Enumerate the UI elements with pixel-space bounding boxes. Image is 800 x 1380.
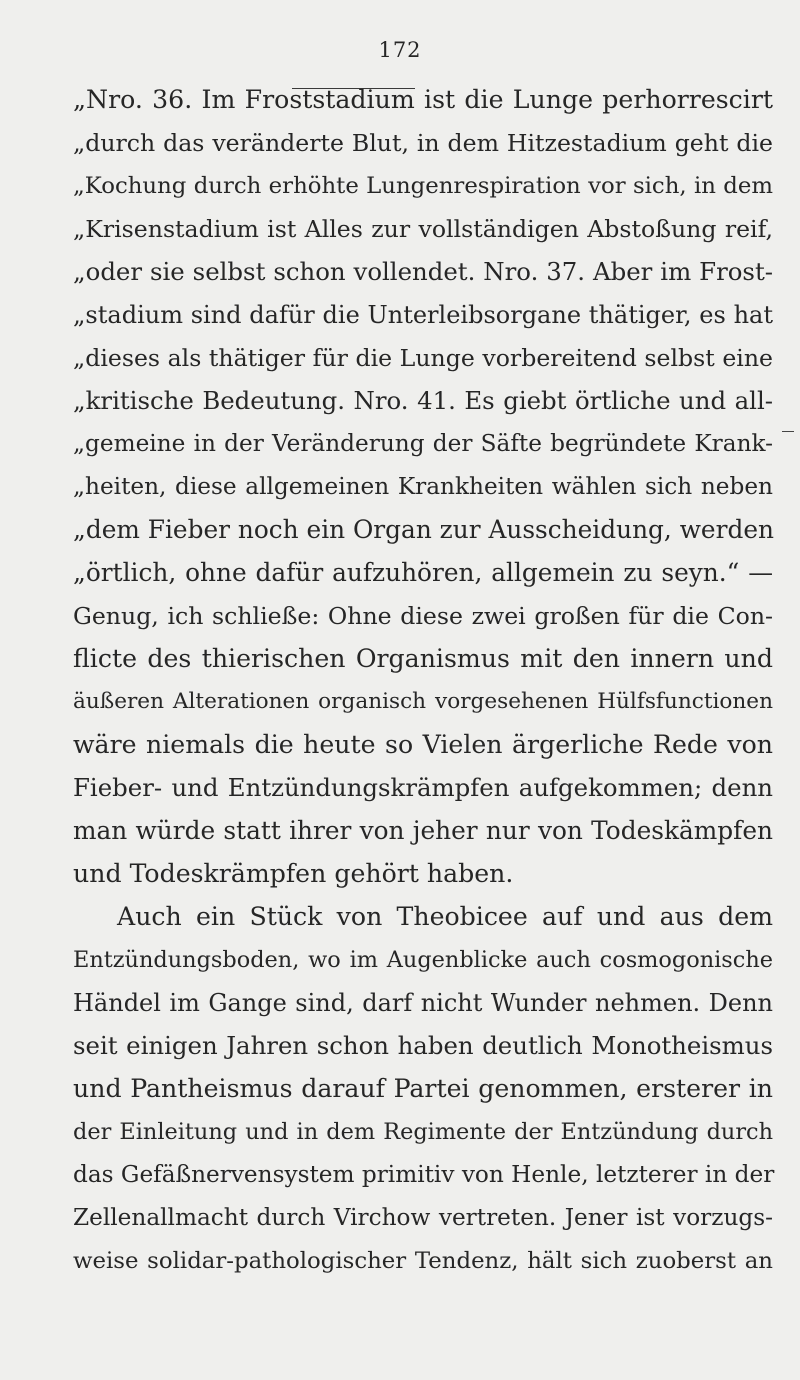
text-line: „Kochung durch erhöhte Lungenrespiration vor sich, in dem (73, 173, 773, 199)
text-line: flicte des thierischen Organismus mit den innern und (73, 644, 773, 673)
text-line: und Pantheismus darauf Partei genommen, ersterer in (73, 1074, 773, 1103)
text-line: der Einleitung und in dem Regimente der Entzündung durch (73, 1119, 773, 1145)
text-line: Genug, ich schließe: Ohne diese zwei großen für die Con- (73, 602, 773, 630)
text-line: „örtlich, ohne dafür aufzuhören, allgemein zu seyn.“ — (73, 558, 773, 587)
text-line: „durch das veränderte Blut, in dem Hitzestadium geht die (73, 129, 773, 157)
text-line: „oder sie selbst schon vollendet. Nro. 37. Aber im Frost- (73, 257, 773, 286)
text-line: „dieses als thätiger für die Lunge vorbereitend selbst eine (73, 344, 773, 372)
text-line: weise solidar-pathologischer Tendenz, hält sich zuoberst an (73, 1248, 773, 1274)
text-line: Fieber- und Entzündungskrämpfen aufgekommen; denn (73, 773, 773, 802)
text-line: Entzündungsboden, wo im Augenblicke auch cosmogonische (73, 947, 773, 973)
page-number: 172 (378, 38, 422, 62)
text-line: Auch ein Stück von Theobicee auf und aus dem (117, 902, 773, 931)
text-line: „Nro. 36. Im Froststadium ist die Lunge perhorrescirt (73, 85, 773, 114)
text-line: Händel im Gange sind, darf nicht Wunder nehmen. Denn (73, 989, 773, 1017)
text-line: „kritische Bedeutung. Nro. 41. Es giebt örtliche und all- (73, 386, 773, 415)
text-line: man würde statt ihrer von jeher nur von Todeskämpfen (73, 816, 773, 845)
text-line: und Todeskrämpfen gehört haben. (73, 859, 514, 888)
text-line: „Krisenstadium ist Alles zur vollständigen Abstoßung reif, (73, 215, 773, 243)
text-line: „heiten, diese allgemeinen Krankheiten wählen sich neben (73, 473, 773, 500)
text-line: seit einigen Jahren schon haben deutlich Monotheismus (73, 1031, 773, 1060)
text-line: „dem Fieber noch ein Organ zur Ausscheidung, werden (73, 515, 774, 544)
text-line: äußeren Alterationen organisch vorgesehenen Hülfsfunctionen (73, 689, 773, 714)
text-line: „gemeine in der Veränderung der Säfte begründete Krank- (73, 430, 773, 457)
text-line: Zellenallmacht durch Virchow vertreten. Jener ist vorzugs- (73, 1204, 773, 1231)
text-line: das Gefäßnervensystem primitiv von Henle, letzterer in der (73, 1161, 775, 1188)
text-line: wäre niemals die heute so Vielen ärgerliche Rede von (73, 730, 773, 759)
margin-mark (782, 431, 794, 432)
text-line: „stadium sind dafür die Unterleibsorgane thätiger, es hat (73, 301, 773, 329)
